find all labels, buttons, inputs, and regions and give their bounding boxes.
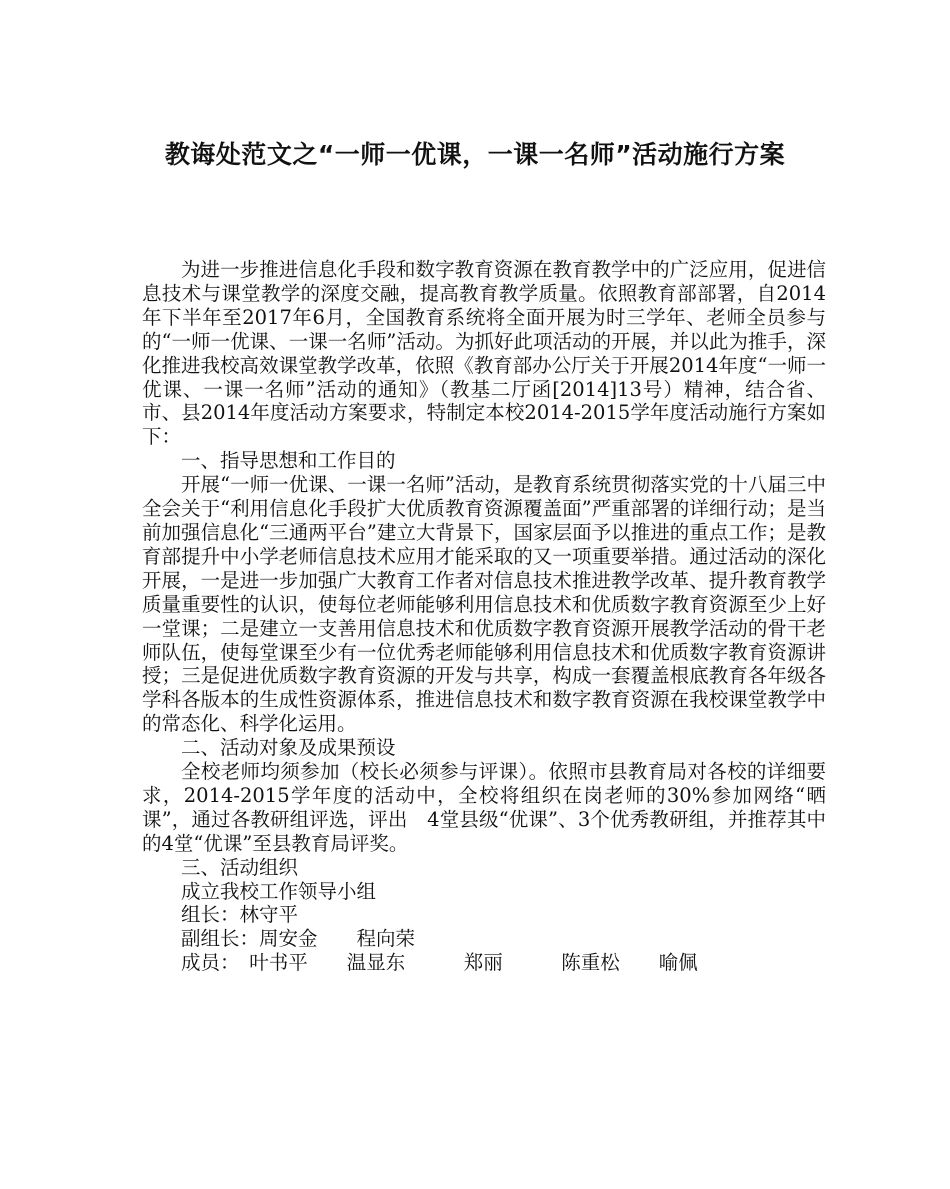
group-leader-line: 组长：林守平 bbox=[181, 903, 299, 927]
guiding-thought-paragraph: 开展“一师一优课、一课一名师”活动，是教育系统贯彻落实党的十八届三中全会关于“利用信息化手段扩大优质教育资源覆盖面”严重部署的详细行动；是当前加强信息化“三通两平台”建立大背景下，国家层面予以推进的重点工作；是教育部提升中小学老师信息技术应用才能采取的又一项重要举措。通过活动的深化开展，一是进一步加强广大教育工作者对信息技术推进教学改革、提升教育教学质量重要性的认识，使每位老师能够利用信息技术和优质数字教育资源至少上好一堂课；二是建立一支善用信息技术和优质数字教育资源开展教学活动的骨干老师队伍，使每堂课至少有一位优秀老师能够利用信息技术和优质数字教育资源讲授；三是促进优质数字教育资源的开发与共享，构成一套覆盖根底教育各年级各学科各版本的生成性资源体系，推进信息技术和数字教育资源在我校课堂教学中的常态化、科学化运用。 bbox=[142, 473, 826, 736]
activity-targets-paragraph: 全校老师均须参加（校长必须参与评课）。依照市县教育局对各校的详细要求，2014-2015学年度的活动中，全校将组织在岗老师的30%参加网络“晒课”，通过各教研组评选，评出 4堂县级“优课”、3个优秀教研组，并推荐其中的4堂“优课”至县教育局评奖。 bbox=[142, 760, 826, 855]
section-heading-guiding-thought: 一、指导思想和工作目的 bbox=[181, 449, 396, 473]
deputy-leaders-line: 副组长：周安金 程向荣 bbox=[181, 927, 416, 951]
section-heading-organization: 三、活动组织 bbox=[181, 855, 299, 879]
intro-paragraph: 为进一步推进信息化手段和数字教育资源在教育教学中的广泛应用，促进信息技术与课堂教学的深度交融，提高教育教学质量。依照教育部部署，自2014年下半年至2017年6月，全国教育系统将全面开展为时三学年、老师全员参与的“一师一优课、一课一名师”活动。为抓好此项活动的开展，并以此为推手，深化推进我校高效课堂教学改革，依照《教育部办公厅关于开展2014年度“一师一优课、一课一名师”活动的通知》（教基二厅函[2014]13号）精神，结合省、市、县2014年度活动方案要求，特制定本校2014-2015学年度活动施行方案如下： bbox=[142, 258, 826, 449]
members-line: 成员： 叶书平 温显东 郑丽 陈重松 喻佩 bbox=[181, 951, 698, 975]
document-body bbox=[142, 258, 826, 975]
section-heading-activity-targets: 二、活动对象及成果预设 bbox=[181, 736, 396, 760]
document-title: 教诲处范文之“一师一优课，一课一名师”活动施行方案 bbox=[164, 140, 786, 169]
leadership-group-line: 成立我校工作领导小组 bbox=[181, 879, 377, 903]
